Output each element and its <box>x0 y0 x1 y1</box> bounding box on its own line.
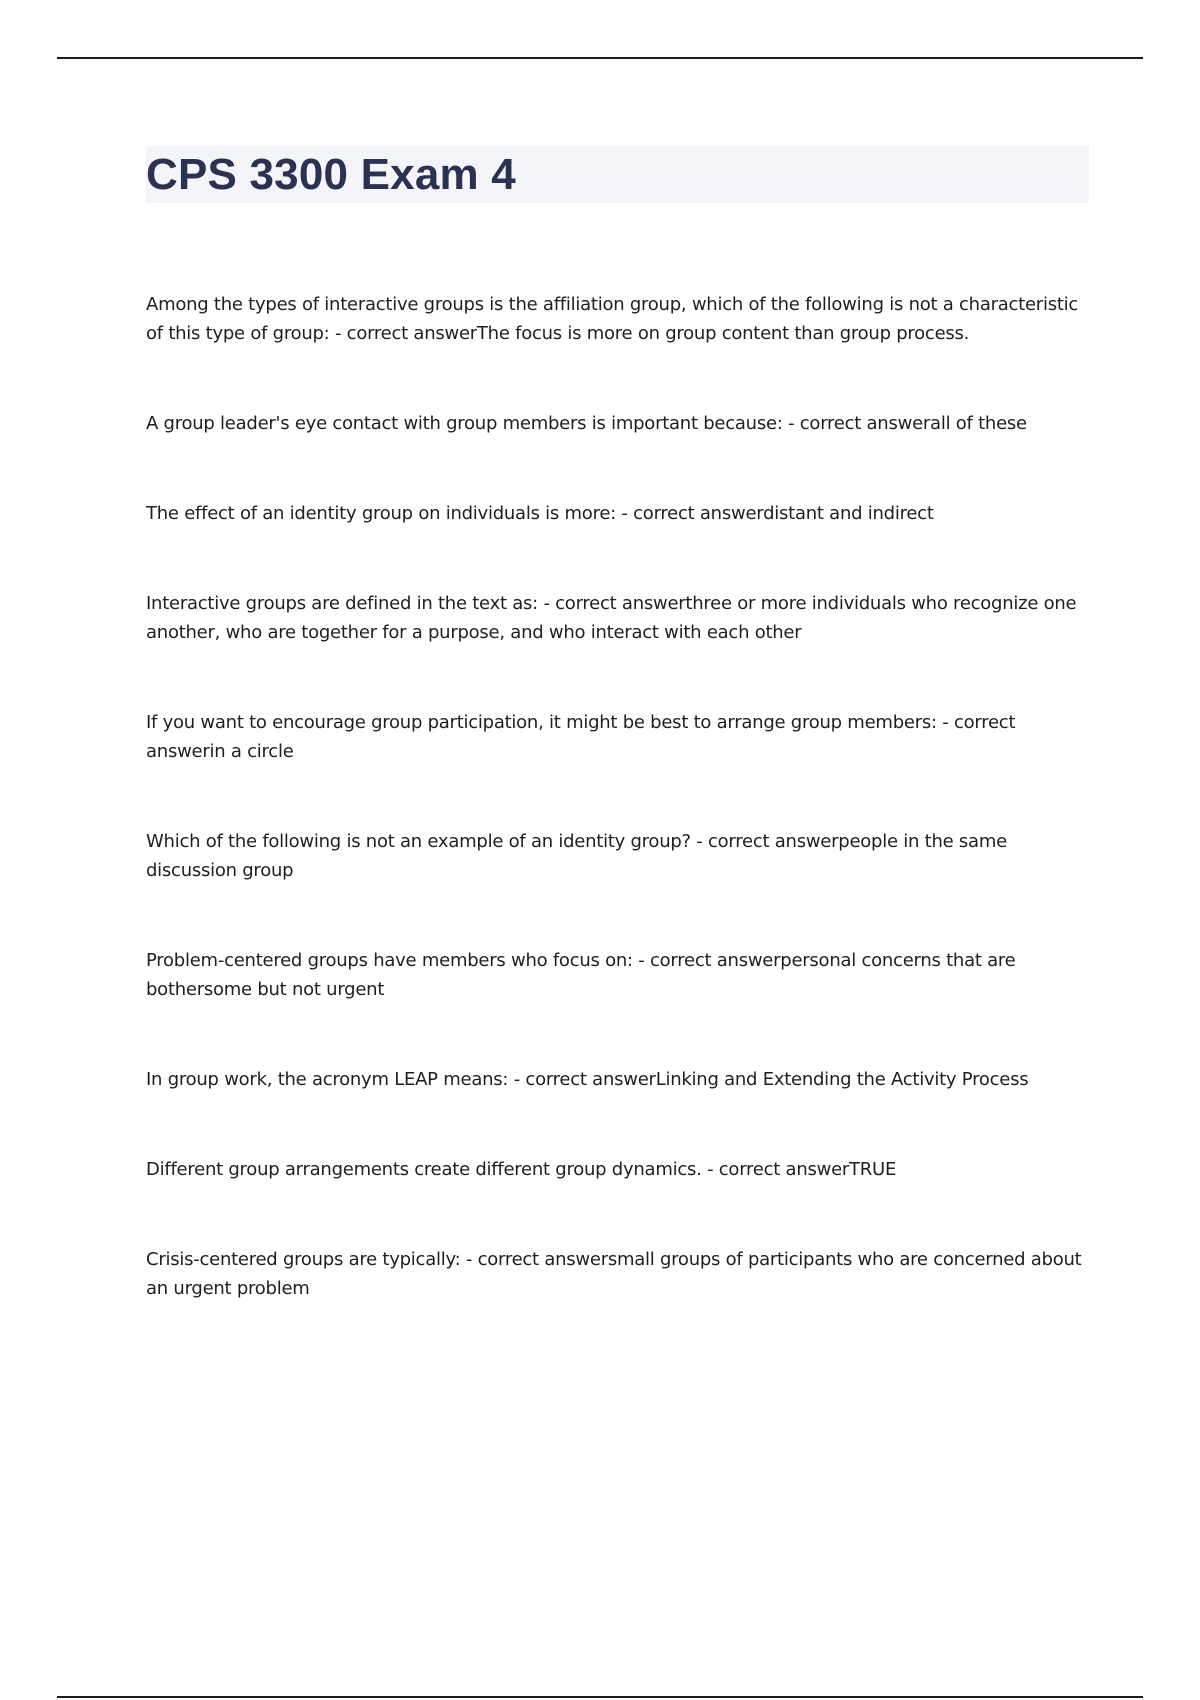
question-item: Among the types of interactive groups is the affiliation group, which of the following is not a characteristic of this type of group: - correct answerThe focus is more on group content than group process. <box>146 294 1079 344</box>
footer-rule <box>57 1696 1143 1698</box>
question-item: Interactive groups are defined in the text as: - correct answerthree or more individuals who recognize one another, who are together for a purpose, and who interact with each other <box>146 593 1077 643</box>
question-item: The effect of an identity group on individuals is more: - correct answerdistant and indirect <box>146 503 934 524</box>
question-item: In group work, the acronym LEAP means: - correct answerLinking and Extending the Activity Process <box>146 1069 1029 1090</box>
question-item: Different group arrangements create different group dynamics. - correct answerTRUE <box>146 1159 897 1180</box>
question-item: Crisis-centered groups are typically: - correct answersmall groups of participants who are concerned about an urgent problem <box>146 1249 1082 1299</box>
question-item: Problem-centered groups have members who focus on: - correct answerpersonal concerns that are bothersome but not urgent <box>146 950 1016 1000</box>
question-list <box>146 290 1086 1364</box>
document-title: CPS 3300 Exam 4 <box>146 150 516 199</box>
title-block <box>146 146 1089 203</box>
question-item: Which of the following is not an example of an identity group? - correct answerpeople in the same discussion group <box>146 831 1007 881</box>
question-item: A group leader's eye contact with group members is important because: - correct answerall of these <box>146 413 1027 434</box>
question-item: If you want to encourage group participation, it might be best to arrange group members: - correct answerin a circle <box>146 712 1016 762</box>
header-rule <box>57 57 1143 59</box>
